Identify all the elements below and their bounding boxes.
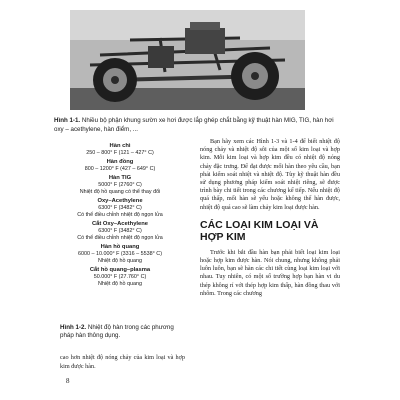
table-entry xyxy=(60,159,180,173)
page-number: 8 xyxy=(66,377,70,385)
entry-title: Hàn TIG xyxy=(108,175,132,182)
table-entry xyxy=(60,244,180,264)
right-column xyxy=(200,138,340,298)
table-entry xyxy=(60,267,180,287)
welding-temperature-table xyxy=(60,143,180,318)
car-chassis-illustration xyxy=(70,10,305,110)
entry-title: Hàn hồ quang xyxy=(100,244,140,251)
entry-line: 50.000° F (27.760° C) xyxy=(93,274,147,281)
figure-1-caption xyxy=(54,117,334,134)
entry-line: 800 – 1200° F (427 – 649° C) xyxy=(84,165,156,172)
entry-title: Hàn đồng xyxy=(106,159,134,166)
table-entry xyxy=(60,143,180,157)
figure-1-label: Hình 1-1. xyxy=(54,117,81,124)
section-heading: CÁC LOẠI KIM LOẠI VÀ HỢP KIM xyxy=(200,218,319,243)
figure-2-label: Hình 1-2. xyxy=(60,324,87,331)
table-entry xyxy=(60,221,180,241)
left-paragraph: cao hơn nhiệt độ nóng chảy của kim loại và hợp kim được hàn. xyxy=(60,354,185,370)
entry-line: Nhiệt độ hồ quang có thể thay đổi xyxy=(79,188,161,195)
figure-2-caption xyxy=(60,324,185,340)
body-paragraph: Bạn hãy xem các Hình 1-3 và 1-4 để biết nhiệt độ nóng chảy và nhiệt độ sôi của một số kim loại và hợp kim. Mỗi kim loại và hợp kim đều có nhiệt độ nóng chảy đặc trưng. Để đạt được mối hàn theo yêu cầu, bạn phải kiểm soát nhiệt và nhiệt độ. Tùy kỹ thuật hàn đều sử dụng phương pháp kiểm soát nhiệt riêng, sẽ được trình bày chi tiết trong các chương kế tiếp. Nếu nhiệt độ quá thấp, mối hàn sẽ yếu hoặc không thể hàn được, nhiệt độ quá cao sẽ làm chảy kim loại được hàn. xyxy=(200,138,340,211)
entry-line: Có thể điều chỉnh nhiệt độ ngọn lửa xyxy=(77,211,163,218)
entry-line: 6000 – 10.000° F (3316 – 5538° C) xyxy=(77,251,163,258)
entry-title: Oxy–Acethylene xyxy=(97,198,143,205)
entry-line: 5000° F (2760° C) xyxy=(98,182,142,189)
entry-line: 6300° F (3482° C) xyxy=(98,228,142,235)
figure-1-caption-text: Nhiều bộ phận khung sườn xe hơi được lắp ghép chắt bằng kỹ thuật hàn MIG, TIG, hàn hơi oxy – acethylene, hàn điểm, ... xyxy=(54,117,334,133)
figure-2-caption-text: Nhiệt độ hàn trong các phương pháp hàn thông dụng. xyxy=(60,324,174,339)
entry-title: Hàn chì xyxy=(109,143,131,149)
table-entry xyxy=(60,198,180,218)
entry-title: Cắt Oxy–Acethylene xyxy=(91,221,149,228)
entry-line: Nhiệt độ hồ quang xyxy=(97,257,143,264)
entry-line: 6300° F (3482° C) xyxy=(98,205,142,212)
entry-title: Cắt hồ quang–plasma xyxy=(89,267,151,274)
car-chassis-photo xyxy=(70,10,305,110)
body-paragraph: Trước khi bắt đầu hàn bạn phải biết loại kim loại hoặc hợp kim được hàn. Nói chung, nhưng không phải luôn luôn, bạn sẽ hàn các chi tiết cùng loại kim loại với nhau. Tuy nhiên, có một số trường hợp bạn hàn vi du thép không rỉ với thép hợp kim thấp, hàn đồng thau với nhôm. Trong các chương xyxy=(200,248,340,297)
table-entry xyxy=(60,175,180,195)
entry-line: 250 – 800° F (121 – 427° C) xyxy=(86,149,154,156)
entry-line: Nhiệt độ hồ quang xyxy=(97,280,143,287)
entry-line: Có thể điều chỉnh nhiệt độ ngọn lửa xyxy=(77,234,163,241)
